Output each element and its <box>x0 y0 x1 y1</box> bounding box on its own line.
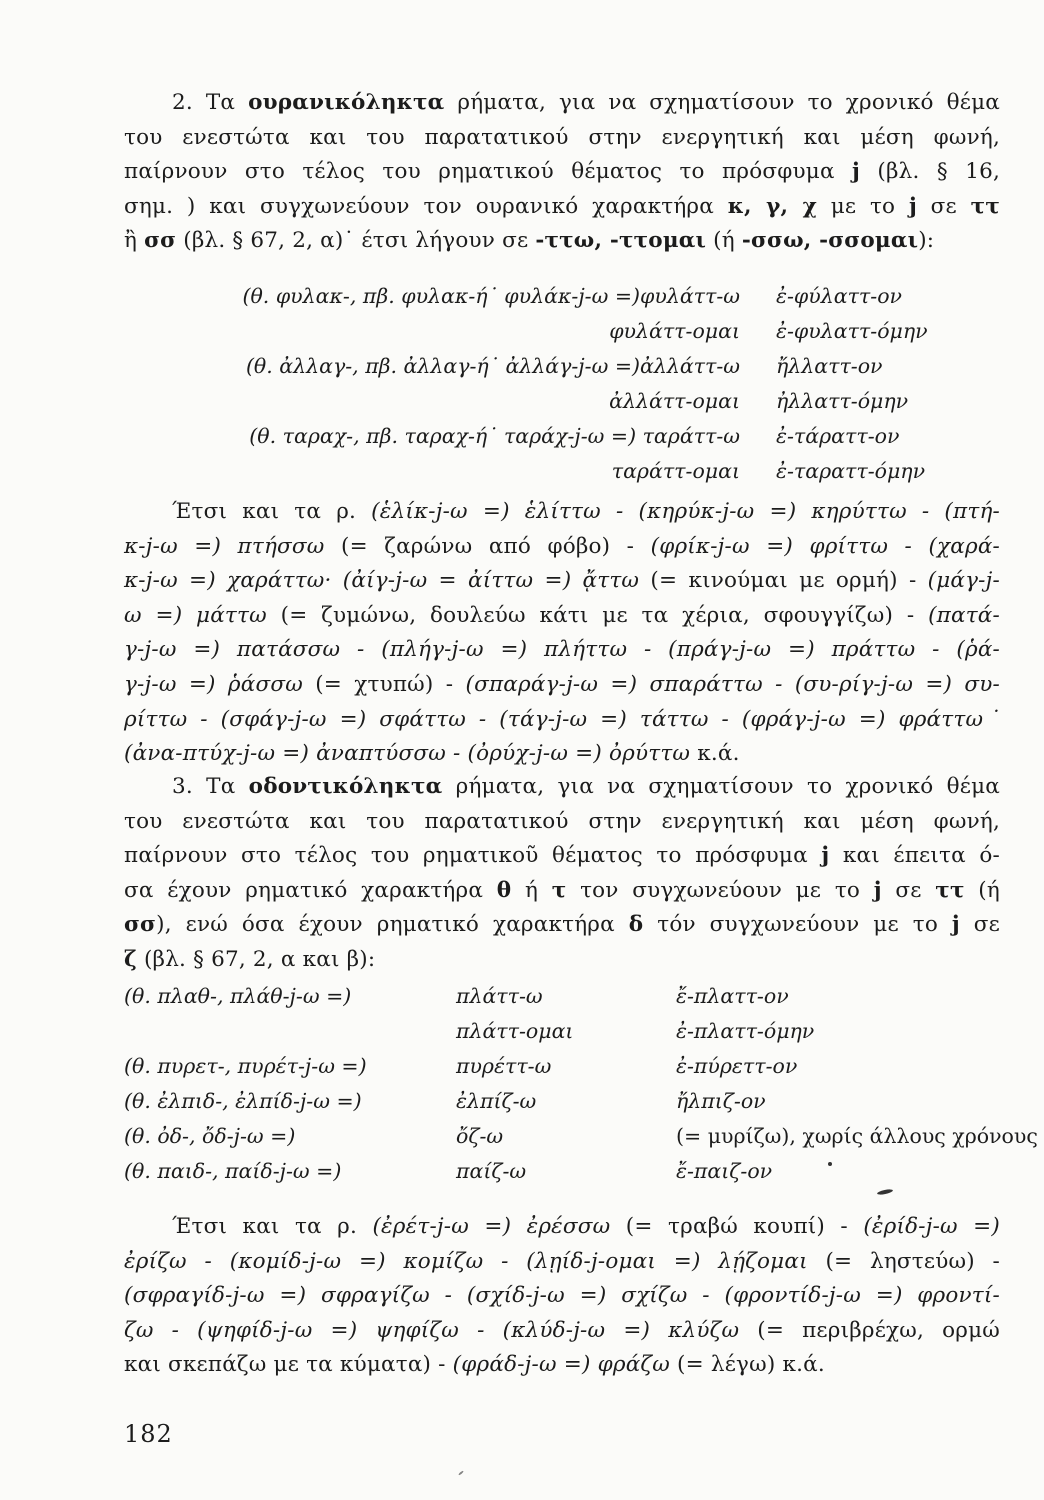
ink-speck <box>828 1162 832 1166</box>
text-run: οδοντικόληκτα <box>248 774 443 799</box>
present-form: (θ. φυλακ-, πβ. φυλακ-ή˙ φυλάκ-j-ω =)φυλάττ-ω <box>242 284 740 308</box>
imperfect-form: ἐ-τάραττ-ον <box>776 424 900 448</box>
imperfect-form: (= μυρίζω), χωρίς άλλους χρόνους <box>676 1124 1038 1148</box>
present-form: (θ. ἀλλαγ-, πβ. ἀλλαγ-ή˙ ἀλλάγ-j-ω =)ἀλλάττ-ω <box>245 354 740 378</box>
imperfect-form: ἐ-πύρεττ-ον <box>676 1054 798 1078</box>
text-run: (φράδ-j-ω =) φράζω <box>452 1352 671 1378</box>
text-run: ρήματα, για να σχηματίσουν το χρονικό θέμα <box>442 774 1000 799</box>
paragraph-section-2 <box>124 86 1000 259</box>
text-run: ή <box>511 877 552 903</box>
table-row <box>124 280 1000 312</box>
text-run: ρίττω - (σφάγ-j-ω =) σφάττω - (τάγ-j-ω =) τάττω - (φράγ-j-ω =) φράττω˙ <box>124 706 1000 732</box>
imperfect-form: ἐ-φυλαττ-όμην <box>776 319 928 343</box>
text-run: γ-j-ω =) ῥάσσω <box>124 671 303 697</box>
table-row <box>124 315 1000 347</box>
text-run: (= ληστεύω) - <box>807 1248 1001 1274</box>
text-line <box>124 86 1000 121</box>
text-run: j <box>852 159 861 185</box>
text-run: (φρίκ-j-ω =) φρίττω - (χαρά- <box>650 533 1001 559</box>
text-run: ἢ <box>124 228 145 254</box>
text-run: σε <box>916 193 971 219</box>
ink-speck <box>458 1470 464 1475</box>
present-form: ταράττ-ομαι <box>611 459 740 483</box>
text-line <box>124 737 1000 772</box>
text-run: σα έχουν ρηματικό χαρακτήρα <box>124 877 497 903</box>
text-run: σημ. ) και συγχωνεύουν τον ουρανικό χαρακτήρα <box>124 193 728 219</box>
text-run: παίρνουν στο τέλος του ρηματικοῦ θέματος το πρόσφυμα <box>124 843 822 869</box>
text-run: τ <box>551 877 567 903</box>
text-run: (= ζαρώνω από φόβο) - <box>324 533 651 559</box>
present-form: ἀλλάττ-ομαι <box>609 389 740 413</box>
text-run: j <box>821 843 830 869</box>
text-run: σσ <box>144 228 177 254</box>
text-run: τόν συγχωνεύουν με το <box>643 912 952 938</box>
text-run: κ-j-ω =) χαράττω· (ἀίγ-j-ω = ἀίττω =) ᾄττω <box>124 568 640 594</box>
text-line <box>124 1348 1000 1383</box>
text-run: (βλ. § 67, 2, α και β): <box>136 946 376 972</box>
text-run: κ, γ, χ <box>727 193 817 219</box>
text-run: -σσω, -σσομαι <box>741 228 919 254</box>
text-run: (= λέγω) κ.ά. <box>670 1352 825 1378</box>
text-run: (ή <box>706 228 742 254</box>
paragraph-examples-dentals <box>124 1210 1000 1383</box>
text-run: ἐρίζω - (κομίδ-j-ω =) κομίζω - (λῃίδ-j-ομαι =) λῄζομαι <box>124 1248 808 1274</box>
present-form: (θ. ταραχ-, πβ. ταραχ-ή˙ ταράχ-j-ω =) ταράττ-ω <box>249 424 740 448</box>
text-run: j <box>873 877 882 903</box>
text-run: με το <box>816 193 909 219</box>
present-form: παίζ-ω <box>456 1159 527 1183</box>
text-run: (= χτυπώ) - <box>302 671 466 697</box>
table-row <box>124 455 1000 487</box>
text-line <box>124 155 1000 190</box>
text-line <box>124 121 1000 156</box>
text-run: ), ενώ όσα έχουν ρηματικό χαρακτήρα <box>156 912 629 938</box>
text-run: θ <box>496 877 512 903</box>
imperfect-form: ἤλλαττ-ον <box>776 354 883 378</box>
text-run: (σπαράγ-j-ω =) σπαράττω - (συ-ρίγ-j-ω =) συ- <box>465 671 1000 697</box>
paragraph-examples-gutturals <box>124 495 1000 772</box>
text-run: και έπειτα ό- <box>829 843 1000 869</box>
text-run: (= περιβρέχω, ορμώ <box>739 1317 1000 1343</box>
text-run: (= κινούμαι με ορμή) - <box>639 568 928 594</box>
theme-form: (θ. πλαθ-, πλάθ-j-ω =) <box>124 984 352 1008</box>
theme-form: (θ. ὀδ-, ὄδ-j-ω =) <box>124 1124 296 1148</box>
text-line <box>124 1314 1000 1349</box>
text-line <box>124 1279 1000 1314</box>
present-form: πλάττ-ομαι <box>456 1019 574 1043</box>
text-run: σε <box>881 877 936 903</box>
text-line <box>124 943 1000 978</box>
text-line <box>124 599 1000 634</box>
theme-form: (θ. ἐλπιδ-, ἐλπίδ-j-ω =) <box>124 1089 362 1113</box>
text-run: (ή <box>964 877 1000 903</box>
text-run: κ-j-ω =) πτήσσω <box>124 533 325 559</box>
present-form: φυλάττ-ομαι <box>609 319 740 343</box>
text-run: (βλ. § 67, 2, α)˙ έτσι λήγουν σε <box>176 228 536 254</box>
text-run: (πατά- <box>928 602 1000 628</box>
text-line <box>124 190 1000 225</box>
text-run: ζ <box>124 946 137 972</box>
text-run: γ-j-ω =) πατάσσω - (πλήγ-j-ω =) πλήττω - (πράγ-j-ω =) πράττω - (ῥά- <box>124 637 1000 663</box>
text-run: τον συγχωνεύουν με το <box>566 877 874 903</box>
text-run: σε <box>959 912 1000 938</box>
imperfect-form: ἐ-φύλαττ-ον <box>776 284 902 308</box>
text-run: ζω - (ψηφίδ-j-ω =) ψηφίζω - (κλύδ-j-ω =) κλύζω <box>124 1317 740 1343</box>
text-run: κ.ά. <box>690 741 740 767</box>
theme-form: (θ. παιδ-, παίδ-j-ω =) <box>124 1159 342 1183</box>
text-run: σσ <box>124 912 157 938</box>
text-line <box>124 1245 1000 1280</box>
text-run: -ττω, -ττομαι <box>535 228 707 254</box>
text-line <box>124 224 1000 259</box>
text-run: ): <box>918 228 935 254</box>
text-run: j <box>951 912 960 938</box>
text-run: (βλ. § 16, <box>860 159 1000 185</box>
imperfect-form: ἤλπιζ-ον <box>676 1089 766 1113</box>
text-run: 2. Τα <box>172 90 249 115</box>
text-line <box>124 633 1000 668</box>
present-form: ἐλπίζ-ω <box>456 1089 537 1113</box>
text-run: ω =) μάττω <box>124 602 267 628</box>
present-form: πυρέττ-ω <box>456 1054 552 1078</box>
text-line <box>124 668 1000 703</box>
text-run: ττ <box>935 877 965 903</box>
text-run: (= τραβώ κουπί) - <box>610 1214 864 1239</box>
text-run: (ἑλίκ-j-ω =) ἑλίττω - (κηρύκ-j-ω =) κηρύττω - (πτή- <box>371 499 1000 524</box>
present-form: ὄζ-ω <box>456 1124 504 1148</box>
text-line <box>124 530 1000 565</box>
text-run: ουρανικόληκτα <box>248 90 445 115</box>
text-run: 3. Τα <box>172 774 249 799</box>
text-run: ττ <box>970 193 1000 219</box>
text-run: του ενεστώτα και του παρατατικού στην ενεργητική και μέση φωνή, <box>124 124 1000 150</box>
text-line <box>124 564 1000 599</box>
text-line <box>124 874 1000 909</box>
text-run: (μάγ-j- <box>927 568 1000 594</box>
text-run: δ <box>628 912 644 938</box>
text-run: j <box>908 193 917 219</box>
imperfect-form: ἠλλαττ-όμην <box>776 389 909 413</box>
imperfect-form: ἔ-πλαττ-ον <box>676 984 789 1008</box>
text-line <box>124 908 1000 943</box>
text-line <box>124 1210 1000 1245</box>
text-line <box>124 805 1000 840</box>
theme-form: (θ. πυρετ-, πυρέτ-j-ω =) <box>124 1054 367 1078</box>
paragraph-section-3 <box>124 770 1000 978</box>
text-line <box>124 703 1000 738</box>
text-run: (ἐρέτ-j-ω =) ἐρέσσω <box>372 1214 611 1239</box>
text-run: (ἀνα-πτύχ-j-ω =) ἀναπτύσσω - (ὀρύχ-j-ω =) ὀρύττω <box>124 741 691 767</box>
ink-speck <box>877 1188 893 1195</box>
text-run: (= ζυμώνω, δουλεύω κάτι με τα χέρια, σφουγγίζω) - <box>266 602 929 628</box>
text-run: Έτσι και τα ρ. <box>172 499 372 524</box>
text-line <box>124 839 1000 874</box>
text-run: και σκεπάζω με τα κύματα) - <box>124 1352 453 1378</box>
text-run: Έτσι και τα ρ. <box>172 1214 373 1239</box>
text-run: παίρνουν στο τέλος του ρηματικού θέματος το πρόσφυμα <box>124 159 853 185</box>
text-run: ρήματα, για να σχηματίσουν το χρονικό θέμα <box>444 90 1001 115</box>
present-form: πλάττ-ω <box>456 984 543 1008</box>
imperfect-form: ἐ-πλαττ-όμην <box>676 1019 815 1043</box>
page-number: 182 <box>124 1420 173 1448</box>
text-run: (ἐρίδ-j-ω =) <box>863 1214 1000 1239</box>
text-line <box>124 495 1000 530</box>
imperfect-form: ἐ-ταραττ-όμην <box>776 459 926 483</box>
text-run: (σφραγίδ-j-ω =) σφραγίζω - (σχίδ-j-ω =) σχίζω - (φροντίδ-j-ω =) φροντί- <box>124 1283 1000 1309</box>
text-line <box>124 770 1000 805</box>
table-row <box>124 350 1000 382</box>
table-row <box>124 385 1000 417</box>
table-row <box>124 420 1000 452</box>
text-run: του ενεστώτα και του παρατατικού στην ενεργητική και μέση φωνή, <box>124 808 1000 834</box>
imperfect-form: ἔ-παιζ-ον <box>676 1159 773 1183</box>
